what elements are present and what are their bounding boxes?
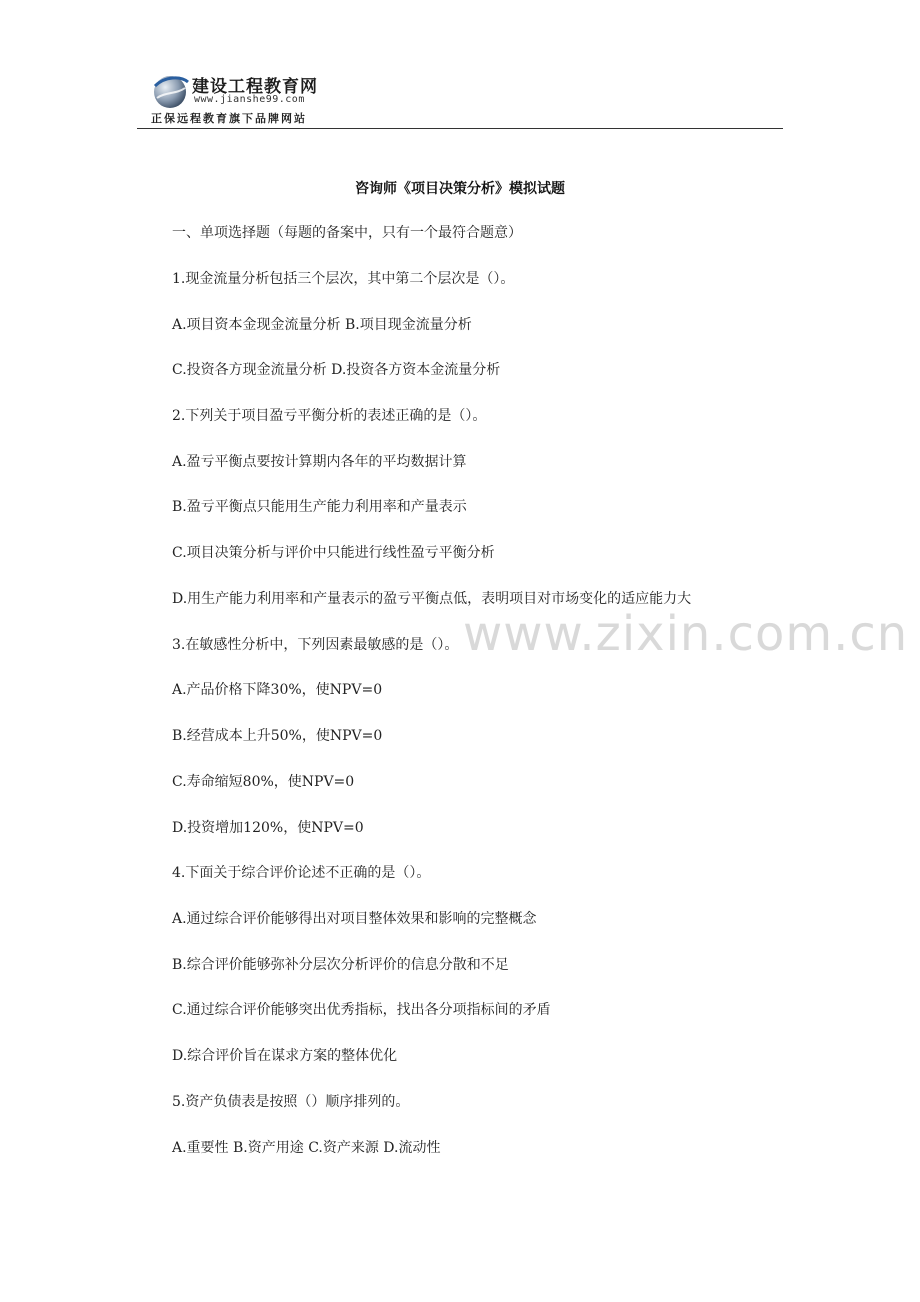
option-line: A.项目资本金现金流量分析 B.项目现金流量分析 [172, 317, 472, 333]
question-stem: 3.在敏感性分析中，下列因素最敏感的是（）。 [172, 637, 459, 653]
logo-title: 建设工程教育网 [192, 77, 318, 97]
section-heading: 一、单项选择题（每题的备案中，只有一个最符合题意） [172, 225, 522, 241]
page-header [137, 68, 783, 130]
watermark: www.zixin.com.cn [463, 606, 909, 662]
logo-slogan: 正保远程教育旗下品牌网站 [151, 112, 307, 125]
option-line: C.寿命缩短80%，使NPV=0 [172, 774, 355, 790]
question-stem: 2.下列关于项目盈亏平衡分析的表述正确的是（）。 [172, 408, 487, 424]
globe-logo-icon [151, 72, 189, 110]
option-line: D.用生产能力利用率和产量表示的盈亏平衡点低，表明项目对市场变化的适应能力大 [172, 591, 692, 607]
question-stem: 4.下面关于综合评价论述不正确的是（）。 [172, 865, 431, 881]
logo-url: www.jianshe99.com [194, 94, 305, 105]
option-line: A.产品价格下降30%，使NPV=0 [172, 682, 383, 698]
option-line: C.通过综合评价能够突出优秀指标，找出各分项指标间的矛盾 [172, 1002, 551, 1018]
question-stem: 1.现金流量分析包括三个层次，其中第二个层次是（）。 [172, 271, 515, 287]
option-line: C.项目决策分析与评价中只能进行线性盈亏平衡分析 [172, 545, 495, 561]
header-divider [137, 128, 783, 129]
option-line: D.投资增加120%，使NPV=0 [172, 820, 364, 836]
option-line: B.盈亏平衡点只能用生产能力利用率和产量表示 [172, 499, 467, 515]
option-line: A.通过综合评价能够得出对项目整体效果和影响的完整概念 [172, 911, 537, 927]
option-line: D.综合评价旨在谋求方案的整体优化 [172, 1048, 398, 1064]
question-stem: 5.资产负债表是按照（）顺序排列的。 [172, 1094, 410, 1110]
option-line: A.盈亏平衡点要按计算期内各年的平均数据计算 [172, 454, 467, 470]
option-line: B.综合评价能够弥补分层次分析评价的信息分散和不足 [172, 957, 509, 973]
option-line: B.经营成本上升50%，使NPV=0 [172, 728, 383, 744]
document-title: 咨询师《项目决策分析》模拟试题 [355, 181, 565, 197]
option-line: C.投资各方现金流量分析 D.投资各方资本金流量分析 [172, 362, 501, 378]
option-line: A.重要性 B.资产用途 C.资产来源 D.流动性 [172, 1140, 441, 1156]
